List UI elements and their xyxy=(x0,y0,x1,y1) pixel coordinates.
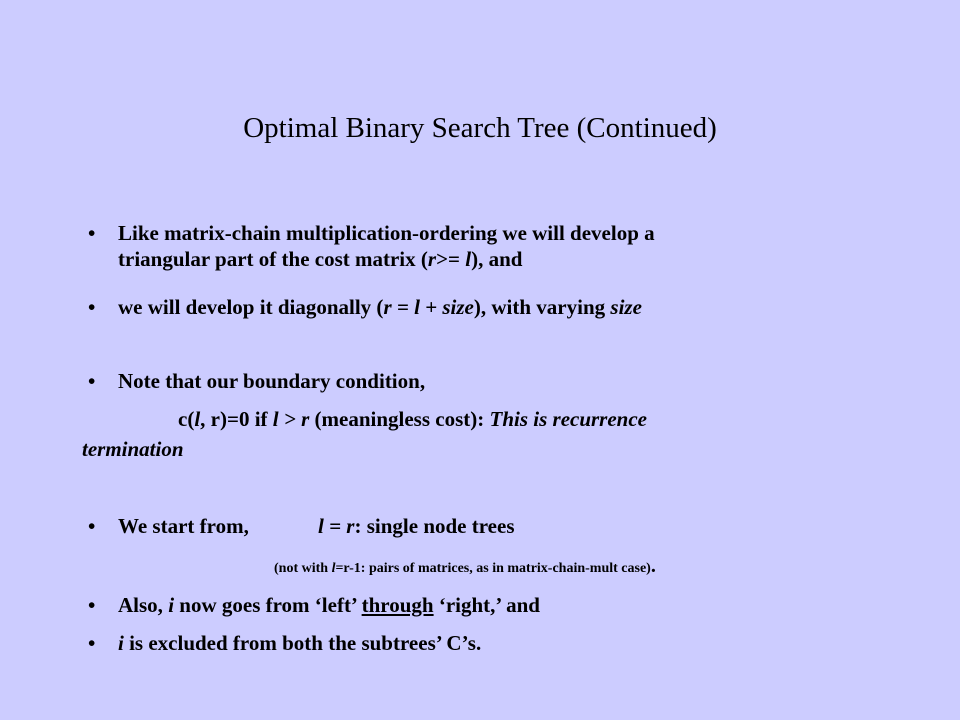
bullet-3 xyxy=(118,368,425,394)
bullet-1-var-l: l xyxy=(465,247,472,271)
bullet-3-cont-var-l: l xyxy=(194,407,201,431)
bullet-1-line-1 xyxy=(118,220,655,246)
bullet-6-text: is excluded from both the subtrees’ C’s. xyxy=(123,631,482,655)
bullet-6 xyxy=(118,630,481,656)
bullet-1-var-r: r xyxy=(427,247,437,271)
bullet-3-cont-line-2 xyxy=(82,436,184,462)
bullet-4 xyxy=(118,513,249,539)
bullet-3-cont-line-1 xyxy=(178,406,647,432)
bullet-4-formula: l = r xyxy=(318,514,355,538)
bullet-2 xyxy=(118,294,642,320)
bullet-2-text: ), with varying xyxy=(473,295,611,319)
bullet-3-cont-emphasis: This is recurrence xyxy=(489,407,647,431)
bullet-4-text: We start from, xyxy=(118,514,249,538)
bullet-1-text: ), and xyxy=(471,247,523,271)
bullet-5-text: ‘right,’ and xyxy=(433,593,540,617)
bullet-2-text: we will develop it diagonally ( xyxy=(118,295,384,319)
bullet-5-underlined: through xyxy=(361,593,434,617)
bullet-2-size: size xyxy=(610,295,642,319)
bullet-5 xyxy=(118,592,540,618)
note-var-l: l xyxy=(331,561,336,576)
note-text: =r-1: pairs of matrices, as in matrix-chain-mult case) xyxy=(335,561,651,576)
bullet-marker: • xyxy=(88,369,96,393)
bullet-1-text: >= xyxy=(436,247,466,271)
bullet-3-cont-text: c( xyxy=(178,407,195,431)
bullet-marker: • xyxy=(88,295,96,319)
bullet-3-cont-text: (meaningless cost): xyxy=(309,407,490,431)
bullet-5-var-i: i xyxy=(168,593,175,617)
bullet-2-formula: r = l + size xyxy=(383,295,474,319)
slide-title: Optimal Binary Search Tree (Continued) xyxy=(243,112,717,144)
bullet-marker: • xyxy=(88,593,96,617)
bullet-marker: • xyxy=(88,631,96,655)
bullet-3-cont-text: , r)=0 if xyxy=(200,407,273,431)
note-text: (not with xyxy=(274,561,332,576)
note-line xyxy=(274,557,656,578)
bullet-6-var-i: i xyxy=(118,631,124,655)
bullet-marker: • xyxy=(88,514,96,538)
bullet-4-detail xyxy=(318,513,515,539)
bullet-1-text: Like matrix-chain multiplication-ordering we will develop a xyxy=(118,221,655,245)
bullet-3-cont-emphasis: termination xyxy=(82,437,184,461)
note-period: . xyxy=(650,555,656,577)
bullet-marker: • xyxy=(88,221,96,245)
bullet-4-text: : single node trees xyxy=(354,514,515,538)
bullet-5-text: Also, xyxy=(118,593,169,617)
bullet-5-text: now goes from ‘left’ xyxy=(174,593,362,617)
bullet-3-text: Note that our boundary condition, xyxy=(118,369,426,393)
bullet-3-cont-condition: l > r xyxy=(272,407,310,431)
bullet-1-text: triangular part of the cost matrix ( xyxy=(118,247,428,271)
bullet-1-line-2 xyxy=(118,246,522,272)
